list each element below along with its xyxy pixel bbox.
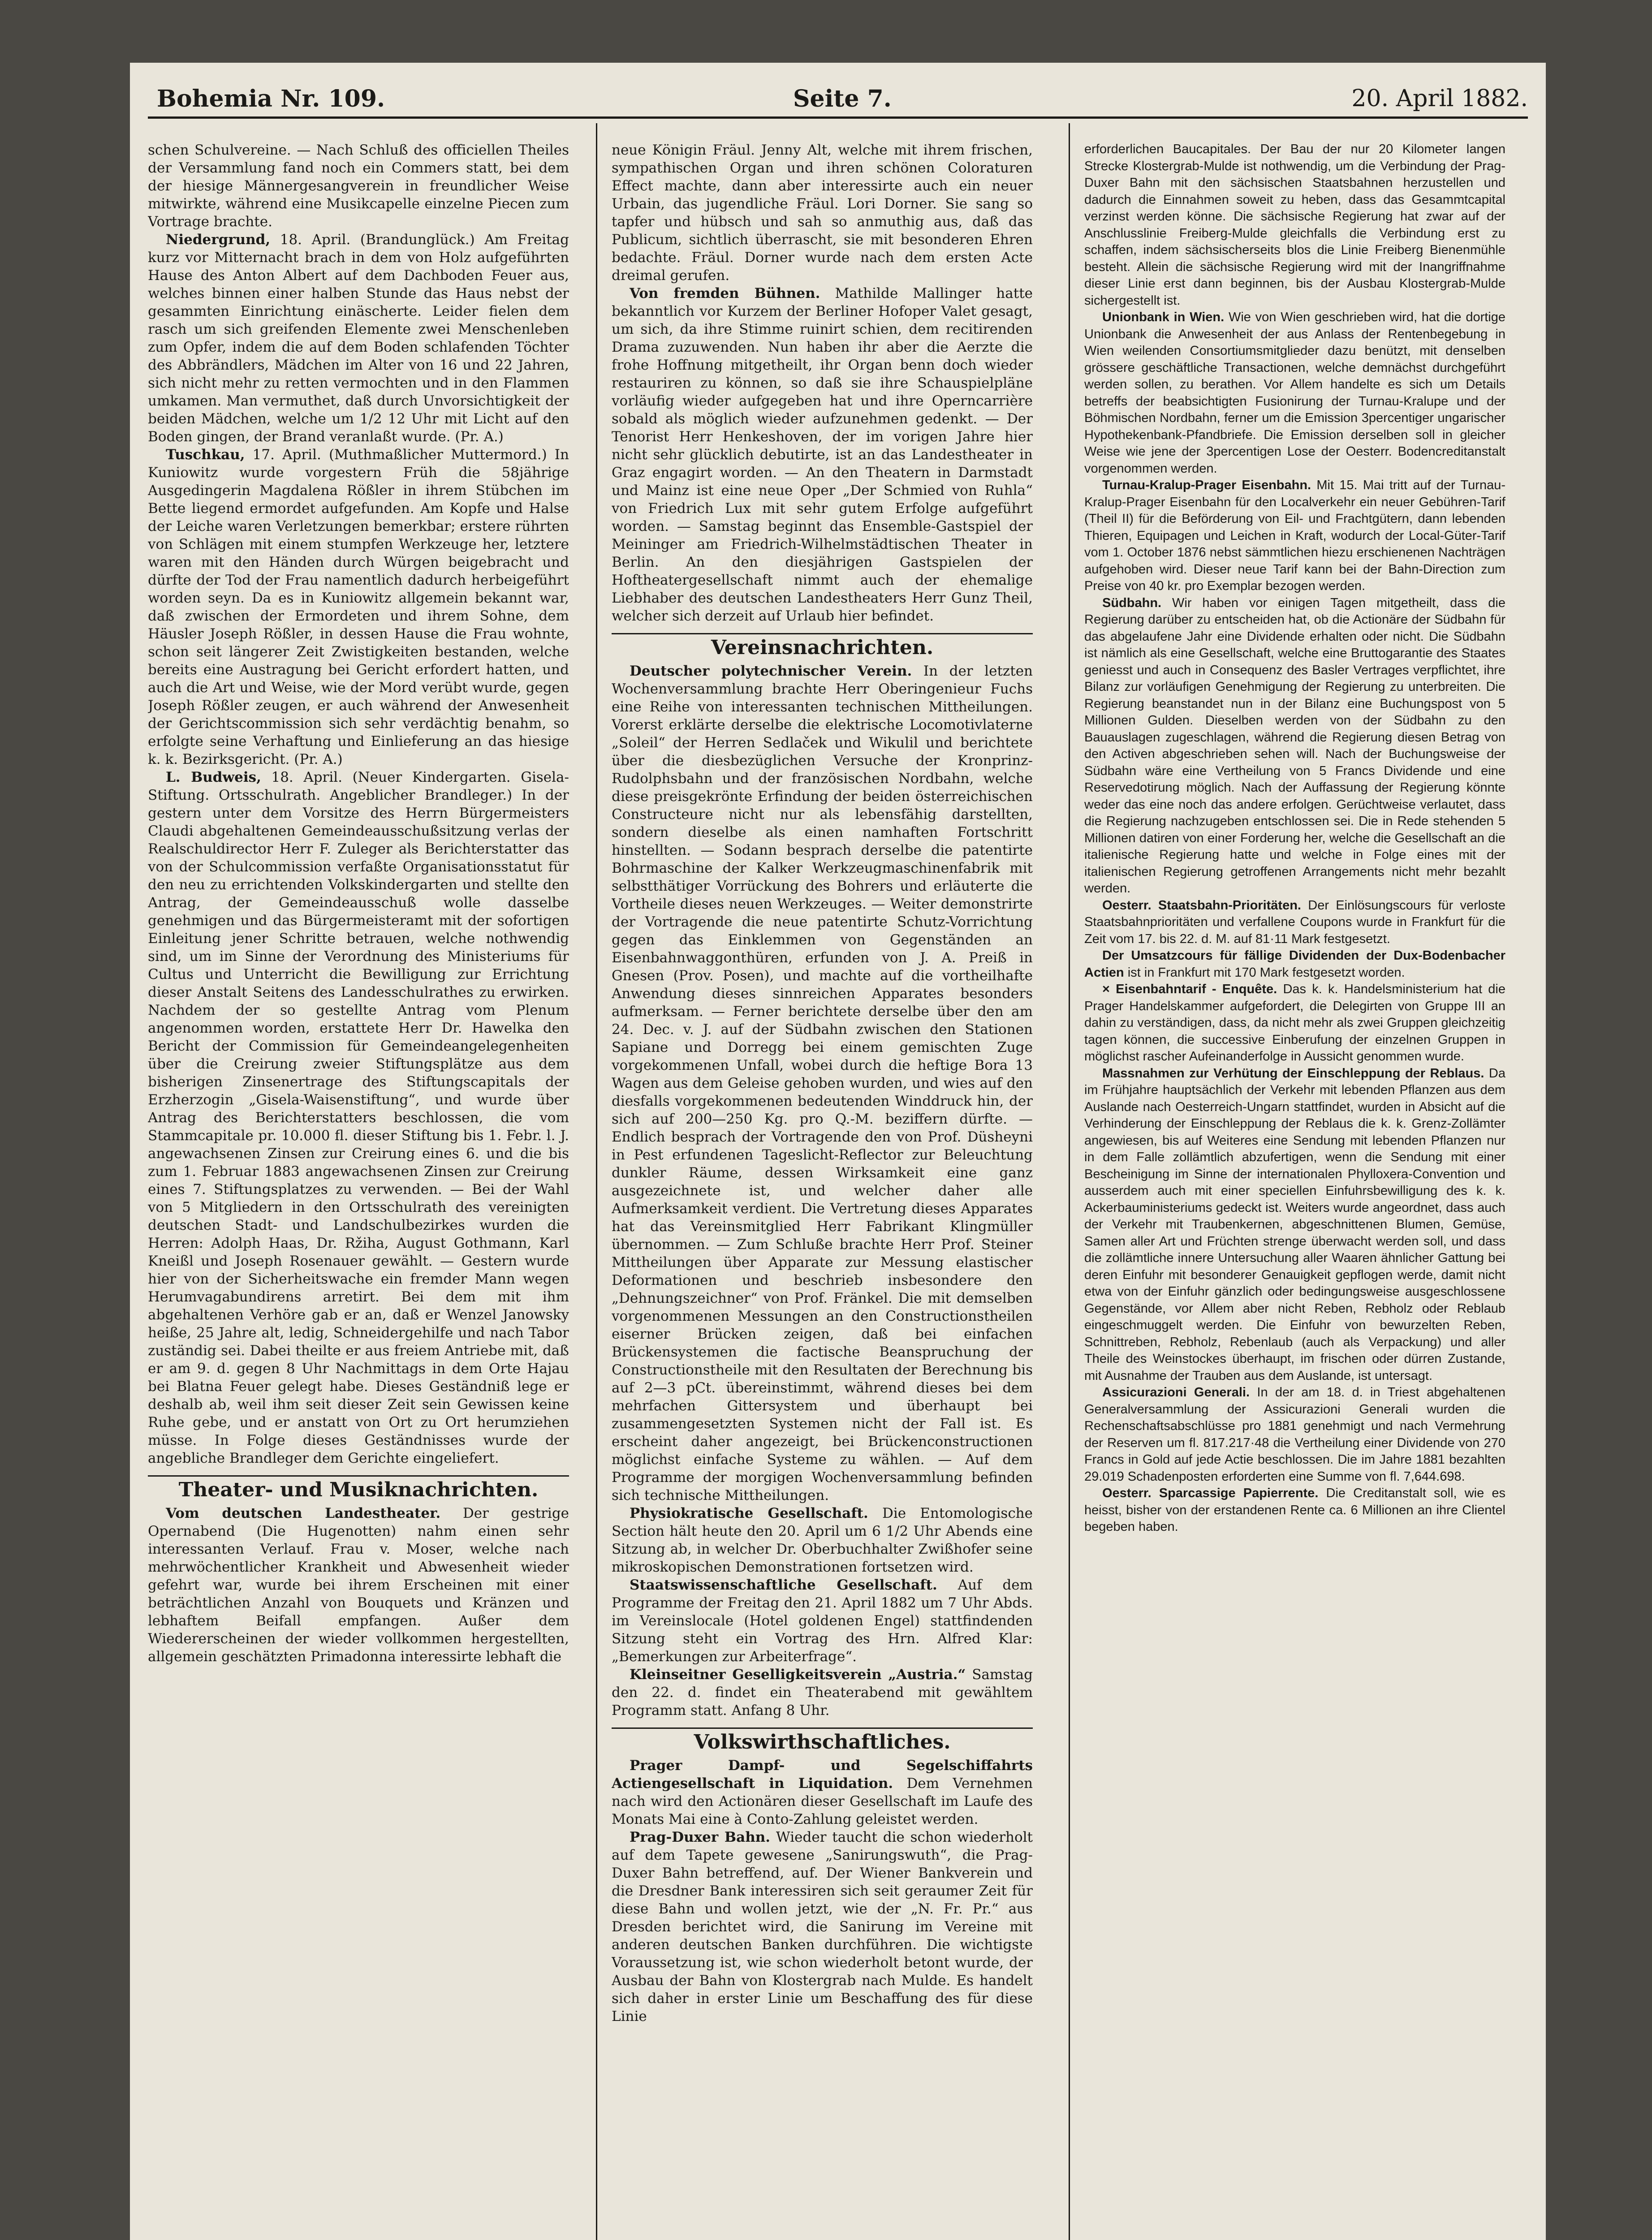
- column-3: [1084, 141, 1505, 2240]
- article-heading: Vom deutschen Landestheater.: [166, 1505, 441, 1521]
- article-paragraph: Turnau-Kralup-Prager Eisenbahn. Mit 15. Mai tritt auf der Turnau-Kralup-Prager Eisenbahn für den Localverkehr ein neuer Gebühren-Tarif (Theil II) für die Beförderung von Eil- und Frachtgütern, dann lebenden Thieren, Equipagen und Leichen in Kraft, wodurch der Local-Güter-Tarif vom 1. October 1876 nebst sämmtlichen hiezu erschienenen Nachträgen aufgehoben wird. Dieser neue Tarif kann bei der Bahn-Direction zum Preise von 40 kr. pro Exemplar bezogen werden.: [1084, 478, 1505, 593]
- article-paragraph: Oesterr. Sparcassige Papierrente. Die Creditanstalt soll, wie es heisst, bisher von der erstandenen Rente ca. 6 Millionen an ihre Clientel begeben haben.: [1084, 1486, 1505, 1534]
- page-header: [157, 85, 1528, 125]
- article-heading: Niedergrund,: [166, 232, 271, 248]
- header-rule: [148, 116, 1528, 119]
- article-heading: Prag-Duxer Bahn.: [630, 1829, 771, 1845]
- article-paragraph: Deutscher polytechnischer Verein. In der letzten Wochenversammlung brachte Herr Oberingenieur Fuchs eine Reihe von interessanten technischen Mittheilungen. Vorerst erklärte derselbe die elektrische Locomotivlaterne „Soleil“ der Herren Sedlaček und Wikulil und berichtete über die diesbezüglichen Versuche der Kronprinz-Rudolphsbahn und der französischen Nordbahn, welche diese preisgekrönte Erfindung der beiden österreichischen Constructeure nicht nur als lebensfähig darstellten, sondern dieselbe als einen namhaften Fortschritt hinstellten. — Sodann besprach derselbe die patentirte Bohrmaschine der Kalker Werkzeugmaschinenfabrik mit selbstthätiger Vorrückung des Bohrers und erläuterte die Vortheile dieses neuen Werkzeuges. — Weiter demonstrirte der Vortragende die neue patentirte Schutz-Vorrichtung gegen das Einklemmen von Gegenständen an Eisenbahnwaggonthüren, erfunden von J. A. Preiß in Gnesen (Prov. Posen), und machte auf die vortheilhafte Anwendung dieses sinnreichen Apparates besonders aufmerksam. — Ferner berichtete derselbe über den am 24. Dec. v. J. auf der Südbahn zwischen den Stationen Sapiane und Dorregg bei einem gemischten Zuge vorgekommenen Unfall, wobei durch die heftige Bora 13 Wagen aus dem Geleise gehoben wurden, und wies auf den diesfalls vorgekommenen bedeutenden Winddruck hin, der sich auf 200—250 Kg. pro Q.-M. beziffern dürfte. — Endlich besprach der Vortragende den von Prof. Düsheyni in Pest erfundenen Tageslicht-Reflector zur Beleuchtung dunkler Räume, dessen Wirksamkeit eine ganz ausgezeichnete ist, und welcher daher alle Aufmerksamkeit verdient. Die Vertretung dieses Apparates hat das Vereinsmitglied Herr Fabrikant Klingmüller übernommen. — Zum Schluße brachte Herr Prof. Steiner Mittheilungen über Apparate zur Messung elastischer Deformationen und beschrieb insbesondere den „Dehnungszeichner“ von Prof. Fränkel. Die mit demselben vorgenommenen Messungen an den Constructionstheilen eiserner Brücken zeigen, daß bei einfachen Brückensystemen die factische Beanspruchung der Constructionstheile mit den Resultaten der Berechnung bis auf 2—3 pCt. übereinstimmt, während dieses bei dem mehrfachen Gittersystem und überhaupt bei zusammengesetzten Systemen nicht der Fall ist. Es erscheint daher angezeigt, bei Brückenconstructionen möglichst einfache Systeme zu wählen. — Auf dem Programme der morgigen Wochenversammlung befinden sich technische Mittheilungen.: [612, 663, 1033, 1503]
- masthead-issue: Bohemia Nr. 109.: [157, 85, 385, 112]
- article-heading: Turnau-Kralup-Prager Eisenbahn.: [1102, 478, 1311, 492]
- column-divider: [1069, 123, 1070, 2240]
- section-heading: Vereinsnachrichten.: [612, 633, 1033, 657]
- article-paragraph: neue Königin Fräul. Jenny Alt, welche mit ihrem frischen, sympathischen Organ und ihren schönen Coloraturen Effect machte, dann aber interessirte auch ein neuer Urbain, das jugendliche Fräul. Lori Dorner. Sie sang so tapfer und hübsch und sah so anmuthig aus, daß das Publicum, sichtlich überrascht, sie mit besonderen Ehren bedachte. Fräul. Dorner wurde nach dem ersten Acte dreimal gerufen.: [612, 142, 1033, 284]
- article-paragraph: Prag-Duxer Bahn. Wieder taucht die schon wiederholt auf dem Tapete gewesene „Sanirungswuth“, die Prag-Duxer Bahn betreffend, auf. Der Wiener Bankverein und die Dresdner Bank interessiren sich seit geraumer Zeit für diese Bahn und wollen jetzt, wie der „N. Fr. Pr.“ aus Dresden berichtet wird, die Sanirung im Vereine mit anderen deutschen Banken durchführen. Die wichtigste Voraussetzung ist, wie schon wiederholt betont wurde, der Ausbau der Bahn von Klostergrab nach Mulde. Es handelt sich daher in erster Linie um Beschaffung des für diese Linie: [612, 1829, 1033, 2025]
- article-paragraph: Der Umsatzcours für fällige Dividenden der Dux-Bodenbacher Actien ist in Frankfurt mit 170 Mark festgesetzt worden.: [1084, 948, 1505, 980]
- article-heading: Unionbank in Wien.: [1102, 310, 1225, 324]
- column-2: [612, 141, 1033, 2240]
- article-paragraph: Oesterr. Staatsbahn-Prioritäten. Der Einlösungscours für verloste Staatsbahnprioritäten und verfallene Coupons wurde in Frankfurt für die Zeit vom 17. bis 22. d. M. auf 81·11 Mark festgesetzt.: [1084, 898, 1505, 946]
- section-heading: Theater- und Musiknachrichten.: [148, 1475, 569, 1499]
- article-heading: Kleinseitner Geselligkeitsverein „Austria.“: [630, 1667, 966, 1683]
- article-paragraph: Staatswissenschaftliche Gesellschaft. Auf dem Programme der Freitag den 21. April 1882 um 7 Uhr Abds. im Vereinslocale (Hotel goldenen Engel) stattfindenden Sitzung steht ein Vortrag des Hrn. Alfred Klar: „Bemerkungen zur Arbeiterfrage“.: [612, 1577, 1033, 1665]
- article-heading: Oesterr. Sparcassige Papierrente.: [1102, 1486, 1319, 1500]
- article-paragraph: Vom deutschen Landestheater. Der gestrige Opernabend (Die Hugenotten) nahm einen sehr interessanten Verlauf. Frau v. Moser, welche nach mehrwöchentlicher Krankheit und Abwesenheit wieder gefehrt war, wurde bei ihrem Erscheinen mit einer beträchtlichen Anzahl von Bouquets und Kränzen und lebhaftem Beifall empfangen. Außer dem Wiedererscheinen der wieder vollkommen hergestellten, allgemein geschätzten Primadonna interessirte lebhaft die: [148, 1505, 569, 1665]
- issue-date: 20. April 1882.: [1351, 85, 1528, 112]
- article-paragraph: Kleinseitner Geselligkeitsverein „Austria.“ Samstag den 22. d. findet ein Theaterabend mit gewähltem Programm statt. Anfang 8 Uhr.: [612, 1667, 1033, 1719]
- article-paragraph: × Eisenbahntarif - Enquête. Das k. k. Handelsministerium hat die Prager Handelskammer aufgefordert, die Delegirten von Gruppe III an dahin zu verständigen, dass, da nicht mehr als zwei Gruppen gleichzeitig tagen können, die successive Einberufung der einzelnen Gruppen in möglichst rascher Aufeinanderfolge in Aussicht genommen wurde.: [1084, 982, 1505, 1064]
- newspaper-page: [130, 63, 1546, 2240]
- article-paragraph: Physiokratische Gesellschaft. Die Entomologische Section hält heute den 20. April um 6 1/2 Uhr Abends eine Sitzung ab, in welcher Dr. Oberbuchhalter Zwißhofer seine mikroskopischen Demonstrationen fortsetzen wird.: [612, 1505, 1033, 1575]
- article-paragraph: Unionbank in Wien. Wie von Wien geschrieben wird, hat die dortige Unionbank die Anwesenheit der aus Anlass der Rentenbegebung in Wien weilenden Consortiumsmitglieder dazu benützt, mit denselben grössere geschäftliche Transactionen, welche demnächst durchgeführt werden sollen, zu berathen. Vor Allem handelte es sich um Details betreffs der beabsichtigten Fusionirung der Turnau-Kralupe und der Böhmischen Nordbahn, ferner um die Emission 3percentiger ungarischer Hypothekenbank-Pfandbriefe. Die Emission derselben soll in gleicher Weise wie jene der 3percentigen Lose der Oesterr. Bodencreditanstalt vorgenommen werden.: [1084, 310, 1505, 476]
- article-heading: × Eisenbahntarif - Enquête.: [1102, 982, 1277, 996]
- page-number: Seite 7.: [793, 85, 892, 112]
- article-heading: Deutscher polytechnischer Verein.: [630, 663, 912, 679]
- article-heading: Assicurazioni Generali.: [1102, 1385, 1250, 1400]
- article-paragraph: Massnahmen zur Verhütung der Einschleppung der Reblaus. Da im Frühjahre hauptsächlich der Verkehr mit lebenden Pflanzen aus dem Auslande nach Oesterreich-Ungarn stattfindet, wurden in Absicht auf die Verhinderung der Einschleppung der Reblaus die k. k. Grenz-Zollämter angewiesen, bis auf Weiteres eine Sendung mit lebenden Pflanzen nur in dem Falle zollämtlich abzufertigen, wenn die Sendung mit einer Bescheinigung im Sinne der internationalen Phylloxera-Convention und ausserdem auch mit einer speciellen Einfuhrsbewilligung des k. k. Ackerbauministeriums gedeckt ist. Weiters wurde angeordnet, dass auch der Verkehr mit Traubenkernen, abgeschnittenen Blumen, Gemüse, Samen aller Art und Früchten strenge überwacht werden soll, und dass die zollämtliche innere Untersuchung aller Waaren ähnlicher Gattung bei deren Einfuhr mit besonderer Genauigkeit gepflogen werde, damit nicht etwa von der Einfuhr gänzlich oder bedingungsweise ausgeschlossene Gegenstände, vor Allem aber nicht Reben, Rebholz oder Reblaub eingeschmuggelt werden. Die Einfuhr von bewurzelten Reben, Schnittreben, Rebholz, Rebenlaub (auch als Verpackung) und aller Theile des Weinstockes überhaupt, im frischen oder dürren Zustande, mit Ausnahme der Trauben aus dem Auslande, ist untersagt.: [1084, 1066, 1505, 1383]
- article-paragraph: Südbahn. Wir haben vor einigen Tagen mitgetheilt, dass die Regierung darüber zu entscheiden hat, ob die Actionäre der Südbahn für das abgelaufene Jahr eine Dividende erhalten oder nicht. Die Südbahn ist nämlich als eine Gesellschaft, welche eine Bruttogarantie des Staates geniesst und auch in Consequenz des Basler Vertrages verpflichtet, ihre Bilanz zur vorläufigen Genehmigung der Regierung zu unterbreiten. Die Regierung beanstandet nun in der Bilanz eine Buchungspost von 5 Millionen Gulden. Dieselben werden von der Südbahn zu den Bauauslagen zugeschlagen, während die Regierung diesen Betrag von den Activen abgeschrieben sehen will. Nach der Buchungsweise der Südbahn wäre eine Vertheilung von 5 Francs Dividende und eine Reservedotirung möglich. Nach der Auffassung der Regierung könnte weder das eine noch das andere erfolgen. Gerüchtweise verlautet, dass die Regierung nachzugeben entschlossen sei. Die in Rede stehenden 5 Millionen datiren von einer Forderung her, welche die Gesellschaft an die italienische Regierung hatte und welche in Folge eines mit der italienischen Regierung getroffenen Arrangements nicht mehr bezahlt werden.: [1084, 595, 1505, 896]
- article-heading: L. Budweis,: [166, 769, 261, 785]
- article-heading: Der Umsatzcours für fällige Dividenden der Dux-Bodenbacher Actien: [1084, 948, 1505, 980]
- article-paragraph: Tuschkau, 17. April. (Muthmaßlicher Muttermord.) In Kuniowitz wurde vorgestern Früh die 58jährige Ausgedingerin Magdalena Rößler in ihrem Stübchen im Bette liegend ermordet aufgefunden. Am Kopfe und Halse der Leiche waren Verletzungen bemerkbar; erstere rührten von Schlägen mit einem stumpfen Werkzeuge her, letztere waren mit den Händen durch Würgen beigebracht und dürfte der Tod der Frau namentlich dadurch herbeigeführt worden seyn. Da es in Kuniowitz allgemein bekannt war, daß zwischen der Ermordeten und ihrem Sohne, dem Häusler Joseph Rößler, in dessen Hause die Frau wohnte, schon seit längerer Zeit Zwistigkeiten bestanden, welche bereits eine Austragung bei Gericht erfordert hatten, und auch die Art und Weise, wie der Mord verübt wurde, gegen Joseph Rößler zeugen, er auch während der Anwesenheit der Gerichtscommission sich sehr verdächtig benahm, so erfolgte seine Verhaftung und Einlieferung an das hiesige k. k. Bezirksgericht. (Pr. A.): [148, 447, 569, 767]
- article-heading: Massnahmen zur Verhütung der Einschleppung der Reblaus.: [1102, 1066, 1484, 1081]
- article-paragraph: Von fremden Bühnen. Mathilde Mallinger hatte bekanntlich vor Kurzem der Berliner Hofoper Valet gesagt, um sich, da ihre Stimme ruinirt schien, dem recitirenden Drama zuzuwenden. Nun haben ihr aber die Aerzte die frohe Hoffnung mitgetheilt, ihr Organ benn doch wieder restauriren zu können, so daß sie ihre Schauspielpläne vorläufig wieder aufgegeben hat und ihre Operncarrière sobald als möglich wieder aufzunehmen gedenkt. — Der Tenorist Herr Henkeshoven, der im vorigen Jahre hier nicht sehr glücklich debutirte, ist an das Landestheater in Graz engagirt worden. — An den Theatern in Darmstadt und Mainz ist eine neue Oper „Der Schmied von Ruhla“ von Friedrich Lux mit sehr gutem Erfolge aufgeführt worden. — Samstag beginnt das Ensemble-Gastspiel der Meininger am Friedrich-Wilhelmstädtischen Theater in Berlin. An den diesjährigen Gastspielen der Hoftheatergesellschaft nimmt auch der ehemalige Liebhaber des deutschen Landestheaters Herr Gunz Theil, welcher sich derzeit auf Urlaub hier befindet.: [612, 285, 1033, 624]
- article-paragraph: erforderlichen Baucapitales. Der Bau der nur 20 Kilometer langen Strecke Klostergrab-Mulde ist nothwendig, um die Verbindung der Prag-Duxer Bahn mit den sächsischen Staatsbahnen herzustellen und dadurch die Einnahmen soweit zu heben, dass das Gesammtcapital verzinst werden könne. Die sächsische Regierung hat zwar auf der Anschlusslinie Freiberg-Mulde gleichfalls die Verbindung erst zu schaffen, indem sächsischerseits blos die Linie Freiberg Bienenmühle besteht. Allein die sächsische Regierung wird mit der Inangriffnahme dieser Linie erst dann beginnen, bis der Ausbau Klostergrab-Mulde sichergestellt ist.: [1084, 142, 1505, 308]
- article-heading: Prager Dampf- und Segelschiffahrts Actiengesellschaft in Liquidation.: [612, 1758, 1033, 1792]
- article-heading: Physiokratische Gesellschaft.: [630, 1505, 868, 1521]
- article-heading: Oesterr. Staatsbahn-Prioritäten.: [1102, 898, 1301, 913]
- article-paragraph: Assicurazioni Generali. In der am 18. d. in Triest abgehaltenen Generalversammlung der Assicurazioni Generali wurden die Rechenschaftsabschlüsse pro 1881 genehmigt und nach Vermehrung der Reserven um fl. 817.217·48 die Vertheilung einer Dividende von 270 Francs in Gold auf jede Actie beschlossen. Die im Jahre 1881 bezahlten 29.019 Schadenposten erforderten eine Summe von fl. 7,644.698.: [1084, 1385, 1505, 1484]
- column-1: [148, 141, 569, 2240]
- article-paragraph: Niedergrund, 18. April. (Brandunglück.) Am Freitag kurz vor Mitternacht brach in dem von Holz aufgeführten Hause des Anton Albert auf dem Dachboden Feuer aus, welches binnen einer halben Stunde das Haus nebst der gesammten Einrichtung einäscherte. Leider fielen dem rasch um sich greifenden Elemente zwei Menschenleben zum Opfer, indem die auf dem Boden schlafenden Töchter des Abbrändlers, Mädchen im Alter von 16 und 22 Jahren, sich nicht mehr zu retten vermochten und in den Flammen umkamen. Man vermuthet, daß durch Unvorsichtigkeit der beiden Mädchen, welche um 1/2 12 Uhr mit Licht auf den Boden gingen, der Brand veranlaßt wurde. (Pr. A.): [148, 232, 569, 445]
- article-paragraph: L. Budweis, 18. April. (Neuer Kindergarten. Gisela-Stiftung. Ortsschulrath. Angeblicher Brandleger.) In der gestern unter dem Vorsitze des Herrn Bürgermeisters Claudi abgehaltenen Gemeindeausschußsitzung verlas der Realschuldirector Herr F. Zuleger als Berichterstatter das von der Schulcommission verfaßte Organisationsstatut für den neu zu errichtenden Volkskindergarten und stellte den Antrag, der Gemeindeausschuß wolle dasselbe genehmigen und das Bürgermeisteramt mit der sofortigen Einleitung jener Schritte betrauen, welche nothwendig sind, um im Sinne der Verordnung des Ministeriums für Cultus und Unterricht die Bewilligung zur Errichtung dieser Anstalt Seitens des Landesschulrathes zu erwirken. Nachdem der so gestellte Antrag vom Plenum angenommen worden, erstattete Herr Dr. Hawelka den Bericht der Commission für Gemeindeangelegenheiten über die Creirung zweier Stiftungsplätze aus dem bisherigen Zinsenertrage des Stiftungscapitals der Erzherzogin „Gisela-Waisenstiftung“, und wurde über Antrag des Berichterstatters beschlossen, die vom Stammcapitale pr. 10.000 fl. dieser Stiftung bis 1. Febr. l. J. angewachsenen Zinsen zur Creirung eines 6. und die bis zum 1. Februar 1883 angewachsenen Zinsen zur Creirung eines 7. Stiftungsplatzes zu verwenden. — Bei der Wahl von 5 Mitgliedern in den Ortsschulrath des vereinigten deutschen Stadt- und Landschulbezirkes wurden die Herren: Adolph Haas, Dr. Ržiha, August Gothmann, Karl Kneißl und Joseph Rosenauer gewählt. — Gestern wurde hier von der Sicherheitswache ein fremder Mann wegen Herumvagabundirens arretirt. Bei dem mit ihm abgehaltenen Verhöre gab er an, daß er Wenzel Janowsky heiße, 25 Jahre alt, ledig, Schneidergehilfe und nach Tabor zuständig sei. Dabei theilte er aus freiem Antriebe mit, daß er am 9. d. gegen 8 Uhr Nachmittags in dem Orte Hajau bei Blatna Feuer gelegt habe. Dieses Geständniß lege er deshalb ab, weil ihm seit dieser Zeit sein Gewissen keine Ruhe gebe, und er anstatt von Ort zu Ort herumziehen müsse. In Folge dieses Geständnisses wurde der angebliche Brandleger dem Gerichte eingeliefert.: [148, 769, 569, 1466]
- column-divider: [596, 123, 597, 2240]
- article-heading: Staatswissenschaftliche Gesellschaft.: [630, 1577, 937, 1593]
- article-heading: Von fremden Bühnen.: [630, 285, 820, 302]
- article-paragraph: schen Schulvereine. — Nach Schluß des officiellen Theiles der Versammlung fand noch ein Commers statt, bei dem der hiesige Männergesangverein in freundlicher Weise mitwirkte, während eine Musikcapelle einzelne Piecen zum Vortrage brachte.: [148, 142, 569, 230]
- article-heading: Tuschkau,: [166, 447, 245, 463]
- article-paragraph: Prager Dampf- und Segelschiffahrts Actiengesellschaft in Liquidation. Dem Vernehmen nach wird den Actionären dieser Gesellschaft im Laufe des Monats Mai eine à Conto-Zahlung geleistet werden.: [612, 1758, 1033, 1827]
- section-heading: Volkswirthschaftliches.: [612, 1727, 1033, 1751]
- article-heading: Südbahn.: [1102, 595, 1162, 610]
